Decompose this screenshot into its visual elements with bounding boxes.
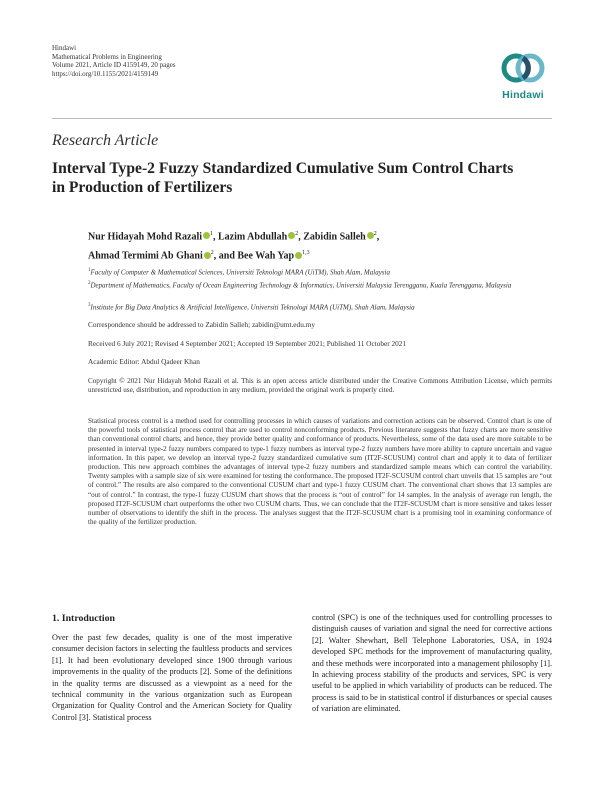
orcid-icon[interactable] [204,252,211,259]
header-divider [52,118,552,119]
author-name: Lazim Abdullah [218,231,288,243]
doi-link[interactable]: https://doi.org/10.1155/2021/4159149 [52,69,159,78]
affiliation-text: Faculty of Computer & Mathematical Sciences, Universiti Teknologi MARA (UiTM), Shah Alam, Malaysia [90,268,390,277]
dates-line: Received 6 July 2021; Revised 4 September 2021; Accepted 19 September 2021; Published 11 October 2021 [88,339,407,348]
affiliation-1 [88,266,558,277]
intro-column-right: control (SPC) is one of the techniques used for controlling processes to distinguish causes of variation and signal the need for corrective actions [2]. Walter Shewhart, Bell Telephone Laboratories, USA, in 1924 developed SPC methods for the improvement of manufacturing quality, and these methods were incorporated into a management philosophy [1]. In achieving process stability of the products and services, SPC is very useful to be applied in which variability of products can be reduced. The process is said to be in statistical control if disturbances or special causes of variation are eliminated. [312,613,552,714]
orcid-icon[interactable] [367,232,374,239]
author-affil-sup: 1,3 [302,250,310,257]
author-name: Nur Hidayah Mohd Razali [88,231,202,243]
author-affil-sup: 2 [373,231,377,237]
abstract: Statistical process control is a method used for controlling processes in which causes of variations and correction actions can be observed. Control chart is one of the powerful tools of statistical process control that are used to control nonconforming products. Previous literature suggests that fuzzy charts are more sensitive than conventional control charts, and hence, they provide better quality and conformance of products. Nevertheless, some of the data used are more suitable to be presented in interval type-2 fuzzy numbers compared to type-1 fuzzy numbers as interval type-2 fuzzy numbers have more ability to capture uncertain and vague information. In this paper, we develop an interval type-2 fuzzy standardized cumulative sum (IT2F-SCUSUM) control chart and apply it to data of fertilizer production. This new approach combines the advantages of interval type-2 fuzzy numbers and standardized sample means which can control the variability. Twenty samples with a sample size of six were examined for testing the conformance. The proposed IT2F-SCUSUM control chart unveils that 15 samples are “out of control.” The results are also compared to the conventional CUSUM chart and type-1 fuzzy CUSUM chart. The conventional chart shows that 13 samples are “out of control.” In contrast, the type-1 fuzzy CUSUM chart shows that the process is “out of control” for 14 samples. In the analysis of average run length, the proposed IT2F-SCUSUM chart outperforms the other two CUSUM charts. Thus, we can conclude that the IT2F-SCUSUM chart is more sensitive and takes lesser number of observations to identify the shift in the process. The analyses suggest that the IT2F-SCUSUM chart is a promising tool in examining conformance of the quality of the fertilizer production. [88,417,552,527]
journal-info [52,44,176,78]
affiliation-sup: 1 [88,268,91,273]
journal-name: Mathematical Problems in Engineering [52,52,162,61]
section-heading: 1. Introduction [52,613,115,624]
affiliation-text: Institute for Big Data Analytics & Artificial Intelligence, Universiti Teknologi MARA (UiTM), Shah Alam, Malaysia [90,303,415,312]
author-name: Ahmad Termimi Ab Ghani [88,250,203,262]
hindawi-logo [493,48,553,108]
volume-line: Volume 2021, Article ID 4159149, 20 pages [52,61,176,70]
author-name: Bee Wah Yap [237,250,295,262]
copyright-notice: Copyright © 2021 Nur Hidayah Mohd Razali et al. This is an open access article distributed under the Creative Commons Attribution License, which permits unrestricted use, distribution, and reproduction in any medium, provided the original work is properly cited. [88,377,552,395]
author-conjunction: and [218,250,235,262]
author-list: Nur Hidayah Mohd Razali $^1$, Lazim Abdullah $^2$, Zabidin Salleh $^2$, Ahmad Termimi Ab Ghani $^2$, and Bee Wah Yap $^{1,3}$ [88,231,380,262]
logo-text: Hindawi [502,89,544,101]
affiliation-3 [88,301,558,312]
article-type: Research Article [52,132,159,149]
author-affil-sup: 1 [210,231,213,237]
affiliation-2 [88,279,558,290]
publisher-name: Hindawi [52,44,77,52]
correspondence-line: Correspondence should be addressed to Zabidin Salleh; zabidin@umt.edu.my [88,320,315,329]
hindawi-logo-icon [498,48,548,88]
affiliation-sup: 3 [88,303,91,308]
author-affil-sup: 2 [295,231,299,237]
academic-editor: Academic Editor: Abdul Qadeer Khan [88,357,200,366]
author-affil-sup: 2 [210,250,214,257]
affiliation-sup: 2 [88,281,91,286]
article-title: Interval Type-2 Fuzzy Standardized Cumulative Sum Control Charts in Production of Fertilizers [52,160,514,196]
orcid-icon[interactable] [203,232,210,239]
intro-column-left: Over the past few decades, quality is one of the most imperative consumer decision factors in selecting the faultless products and services [1]. It had been evolutionary developed since 1900 through various improvements in the quality of the products [2]. Some of the definitions in the quality terms are discussed as a viewpoint as a need for the technical community in the various organization such as European Organization for Quality Control and the American Society for Quality Control [3]. Statistical process [52,633,292,722]
affiliation-text: Department of Mathematics, Faculty of Ocean Engineering Technology & Informatics, Universiti Malaysia Terengganu, Kuala Terengganu, Malaysia [90,281,512,290]
author-name: Zabidin Salleh [303,231,366,243]
